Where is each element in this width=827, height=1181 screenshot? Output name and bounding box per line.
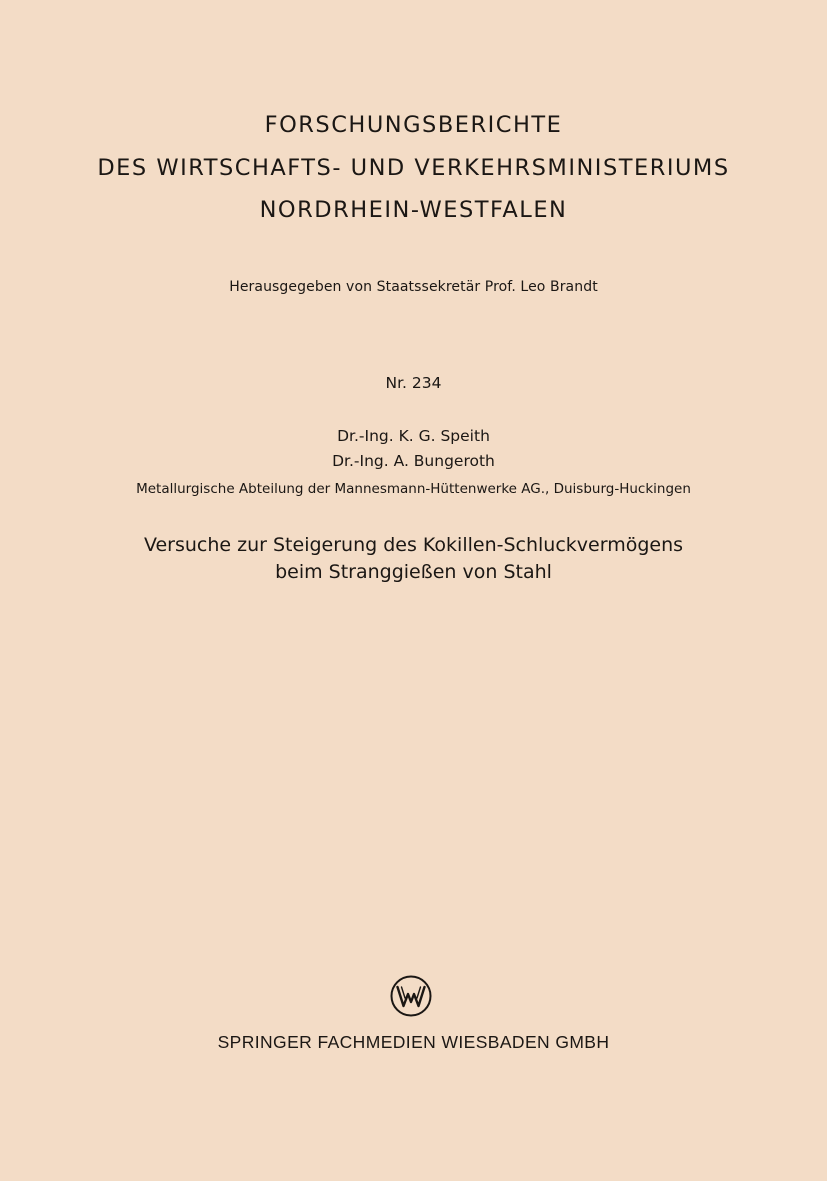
series-title-line-2: DES WIRTSCHAFTS- UND VERKEHRSMINISTERIUMS xyxy=(97,155,730,181)
series-title-line-3: NORDRHEIN-WESTFALEN xyxy=(259,197,568,223)
author-affiliation: Metallurgische Abteilung der Mannesmann-Hüttenwerke AG., Duisburg-Huckingen xyxy=(136,481,691,497)
report-number: Nr. 234 xyxy=(385,374,442,392)
publisher-name: SPRINGER FACHMEDIEN WIESBADEN GMBH xyxy=(217,1032,610,1052)
editor-line: Herausgegeben von Staatssekretär Prof. Leo Brandt xyxy=(229,279,598,295)
author-1: Dr.-Ing. K. G. Speith xyxy=(337,427,490,445)
springer-logo-icon xyxy=(390,975,432,1017)
series-title-line-1: FORSCHUNGSBERICHTE xyxy=(264,112,563,138)
title-line-2: beim Stranggießen von Stahl xyxy=(275,561,552,583)
title-line-1: Versuche zur Steigerung des Kokillen-Schluckvermögens xyxy=(143,534,684,556)
author-2: Dr.-Ing. A. Bungeroth xyxy=(332,452,495,470)
